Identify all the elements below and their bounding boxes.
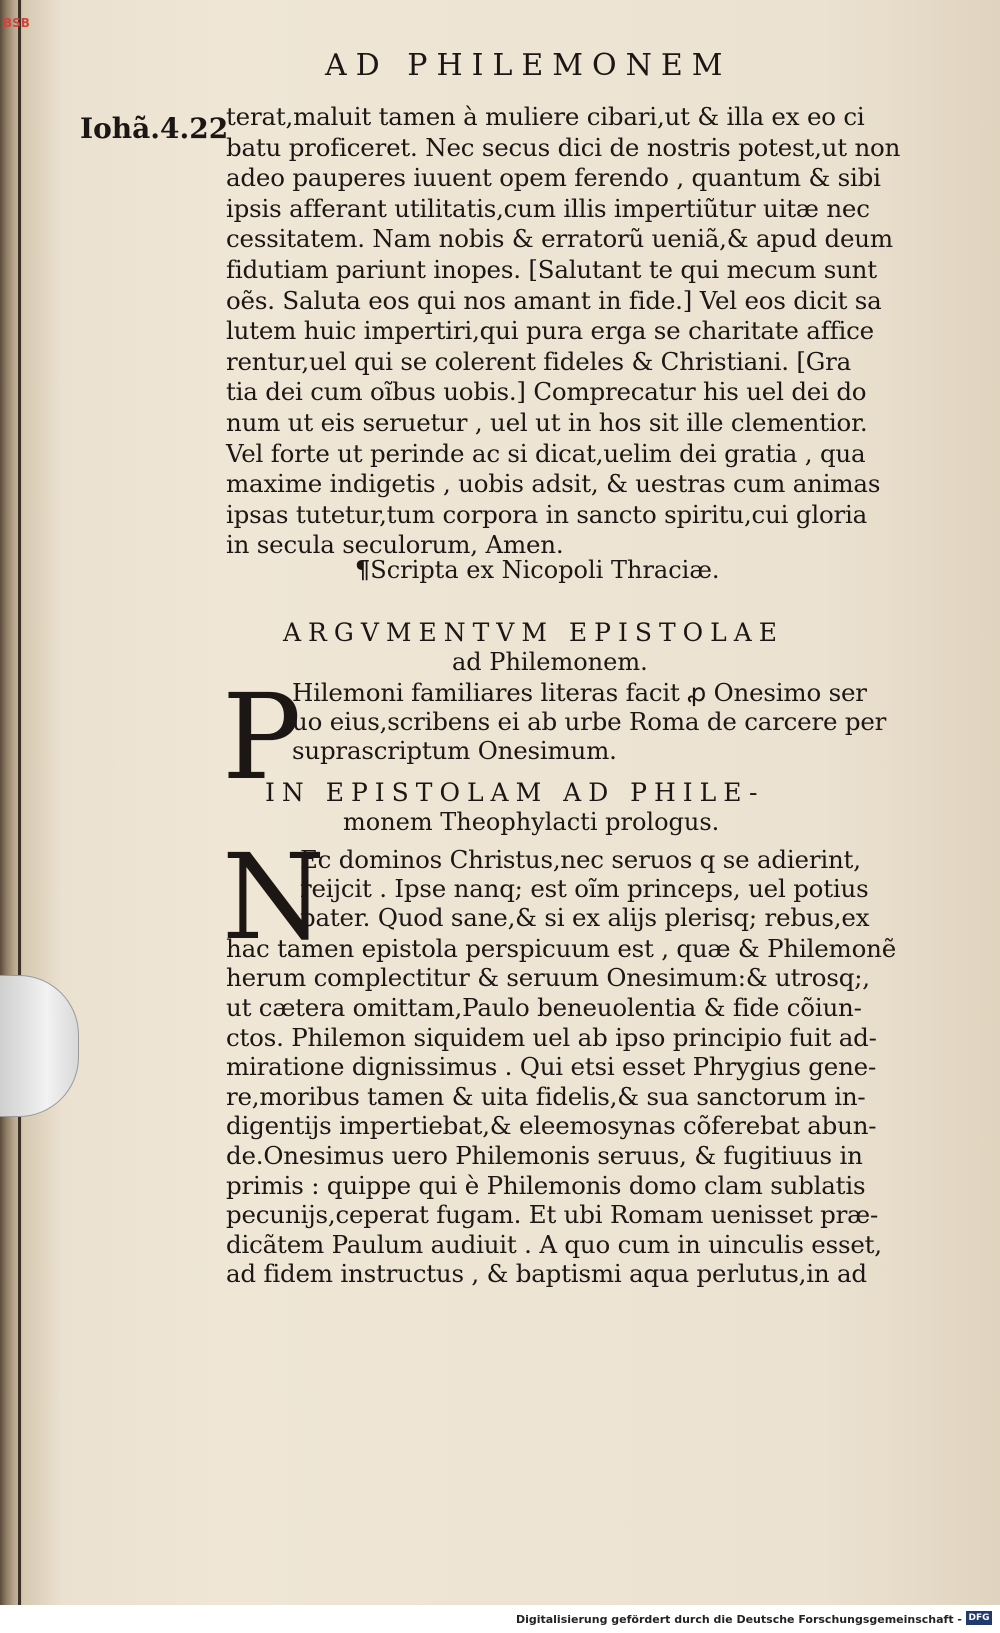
text-line: suprascriptum Onesimum. <box>292 736 617 765</box>
running-head: AD PHILEMONEM <box>325 48 732 83</box>
dropcap-p: P <box>222 668 302 806</box>
text-line: adeo pauperes iuuent opem ferendo , quantum & sibi <box>226 163 881 193</box>
text-line: Hilemoni familiares literas facit ꝓ Onesimo ser <box>292 678 867 707</box>
text-line: oẽs. Saluta eos qui nos amant in fide.] Vel eos dicit sa <box>226 285 882 315</box>
text-line: terat,maluit tamen à muliere cibari,ut & illa ex eo ci <box>226 102 865 131</box>
dfg-logo: DFG <box>966 1611 992 1625</box>
text-line: herum complectitur & seruum Onesimum:& utrosq;, <box>226 963 870 993</box>
gutter-shadow <box>18 0 21 1605</box>
text-line: Vel forte ut perinde ac si dicat,uelim dei gratia , qua <box>226 438 866 468</box>
text-line: ipsas tutetur,tum corpora in sancto spiritu,cui gloria <box>226 499 868 529</box>
text-line: miratione dignissimus . Qui etsi esset Phrygius gene- <box>226 1052 877 1082</box>
prologus-heading: IN EPISTOLAM AD PHILE- <box>265 778 765 807</box>
text-line: fidutiam pariunt inopes. [Salutant te qui mecum sunt <box>226 255 877 284</box>
prologus-subheading: monem Theophylacti prologus. <box>343 808 720 836</box>
margin-note: Iohã.4.22 <box>80 112 229 145</box>
footer-credit: Digitalisierung gefördert durch die Deutsche Forschungsgemeinschaft - <box>515 1613 962 1626</box>
subscript-line: ¶Scripta ex Nicopoli Thraciæ. <box>355 555 720 584</box>
pilcrow-icon: ¶ <box>355 555 371 584</box>
dropcap-n: N <box>222 828 326 966</box>
text-line: maxime indigetis , uobis adsit, & uestras cum animas <box>226 469 881 499</box>
text-line: ad fidem instructus , & baptismi aqua perlutus,in ad <box>226 1259 867 1289</box>
text-line: Ec dominos Christus,nec seruos q se adierint, <box>300 845 861 874</box>
text-line: pecunijs,ceperat fugam. Et ubi Romam uenisset præ- <box>226 1200 879 1230</box>
text-line: tia dei cum oĩbus uobis.] Comprecatur his uel dei do <box>226 377 867 407</box>
text-line: ipsis afferant utilitatis,cum illis impertiũtur uitæ nec <box>226 193 870 223</box>
text-line: lutem huic impertiri,qui pura erga se charitate affice <box>226 316 874 346</box>
text-line: in secula seculorum, Amen. <box>226 530 564 560</box>
text-line: hac tamen epistola perspicuum est , quæ & Philemonẽ <box>226 933 896 963</box>
text-line: dicãtem Paulum audiuit . A quo cum in uinculis esset, <box>226 1229 882 1259</box>
text-line: num ut eis seruetur , uel ut in hos sit ille clementior. <box>226 408 868 437</box>
text-line: digentijs impertiebat,& eleemosynas cõferebat abun- <box>226 1111 877 1141</box>
text-line: primis : quippe qui è Philemonis domo clam sublatis <box>226 1170 866 1200</box>
text-line: uo eius,scribens ei ab urbe Roma de carcere per <box>292 707 887 736</box>
text-line: ut cætera omittam,Paulo beneuolentia & fide cõiun- <box>226 993 862 1022</box>
argumentum-heading: ARGVMENTVM EPISTOLAE <box>283 618 785 647</box>
library-stamp: BSB <box>3 16 30 30</box>
text-line: reijcit . Ipse nanq; est oĩm princeps, uel potius <box>300 874 869 903</box>
text-line: batu proficeret. Nec secus dici de nostris potest,ut non <box>226 132 901 162</box>
text-line: de.Onesimus uero Philemonis seruus, & fugitiuus in <box>226 1141 863 1170</box>
text-line: cessitatem. Nam nobis & erratorũ ueniã,& apud deum <box>226 224 893 254</box>
text-line: pater. Quod sane,& si ex alijs plerisq; rebus,ex <box>300 903 870 932</box>
text-line: re,moribus tamen & uita fidelis,& sua sanctorum in- <box>226 1081 866 1111</box>
text-line: rentur,uel qui se colerent fideles & Christiani. [Gra <box>226 346 852 376</box>
argumentum-subheading: ad Philemonem. <box>452 648 648 676</box>
text-line: ctos. Philemon siquidem uel ab ipso principio fuit ad- <box>226 1022 877 1052</box>
